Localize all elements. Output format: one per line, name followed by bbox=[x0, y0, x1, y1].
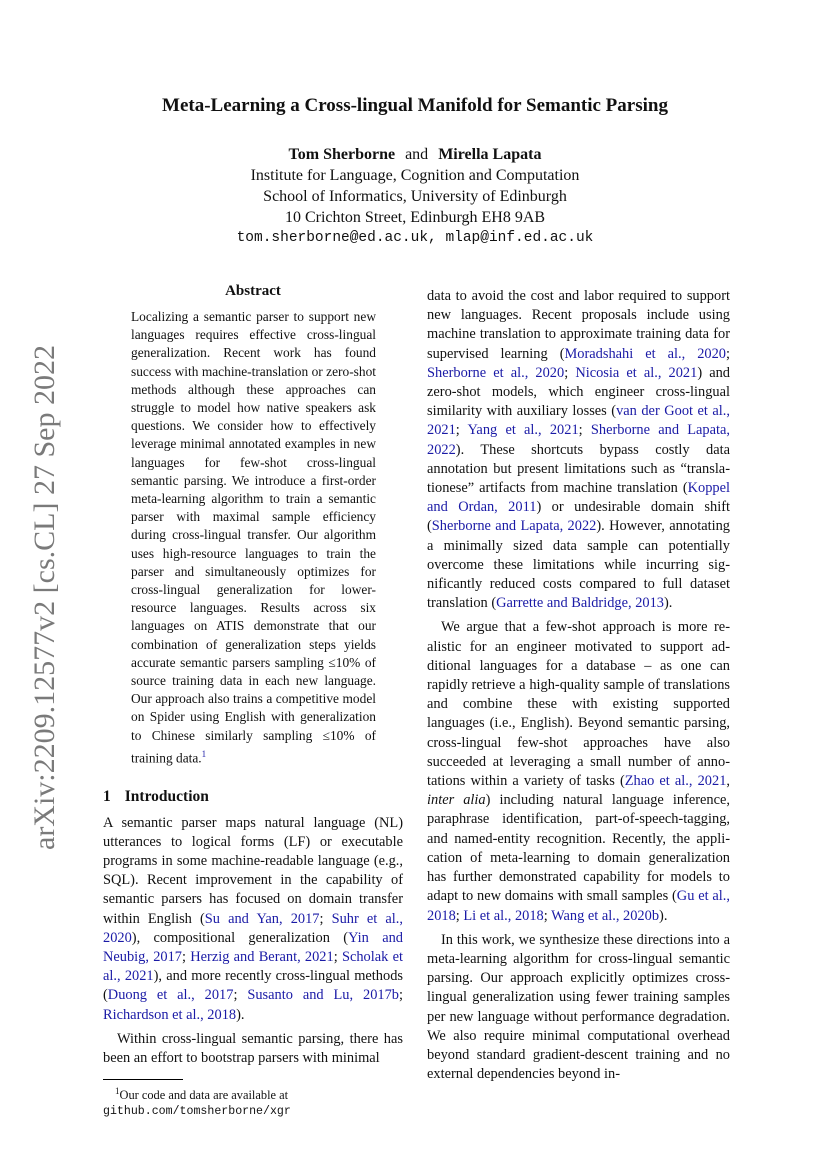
affiliation-school: School of Informatics, University of Edinburgh bbox=[263, 188, 567, 205]
italic-phrase: inter alia bbox=[427, 792, 486, 809]
affiliation-address: 10 Crichton Street, Edinburgh EH8 9AB bbox=[284, 209, 546, 226]
citation-link[interactable]: Duong et al., 2017 bbox=[107, 987, 234, 1004]
citation-link[interactable]: Sherborne and Lapata, 2022 bbox=[431, 518, 597, 535]
text-run: ), and more recently cross-lingual methods ( bbox=[103, 968, 403, 1004]
text-run: We argue that a few-shot approach is more realistic for an engineer motivated to support additional languages for a database – as one can rapidly retrieve a high-quality sample of translations and combine these with existing supported languages (i.e., English). Beyond semantic parsing, cross-lingual few-shot approaches have also succeeded at leveraging a small number of annotations within a variety of tasks ( bbox=[427, 619, 730, 790]
intro-paragraph-2: Within cross-lingual semantic parsing, there has been an effort to bootstrap parsers with minimal bbox=[103, 1030, 403, 1066]
text-run: ; bbox=[333, 948, 342, 965]
right-column bbox=[427, 287, 730, 1084]
author-1: Tom Sherborne bbox=[288, 146, 396, 163]
text-run: ). bbox=[236, 1006, 245, 1023]
left-column bbox=[103, 283, 403, 1119]
citation-link[interactable]: Li et al., 2018 bbox=[463, 907, 544, 924]
author-conjunction: and bbox=[405, 146, 429, 163]
citation-link[interactable]: Yin and Neubig, 2017 bbox=[103, 929, 404, 965]
right-paragraph-1 bbox=[427, 287, 730, 613]
arxiv-identifier-stamp bbox=[12, 345, 72, 855]
affiliation-institute: Institute for Language, Cognition and Computation bbox=[250, 167, 580, 184]
section-heading-introduction bbox=[103, 788, 403, 806]
citation-link[interactable]: Gu et al., 2018 bbox=[427, 888, 731, 924]
text-run: ) or undesirable domain shift ( bbox=[427, 499, 730, 535]
citation-link[interactable]: Zhao et al., 2021 bbox=[624, 773, 727, 790]
author-2: Mirella Lapata bbox=[438, 146, 542, 163]
citation-link[interactable]: Herzig and Berant, 2021 bbox=[190, 948, 334, 965]
text-run: ; bbox=[455, 422, 468, 439]
footnote-number: 1 bbox=[115, 1086, 120, 1097]
citation-link[interactable]: Sherborne et al., 2020 bbox=[427, 364, 565, 381]
citation-link[interactable]: van der Goot et al., 2021 bbox=[427, 403, 730, 439]
text-run: ; bbox=[564, 364, 576, 381]
text-run: ; bbox=[543, 907, 552, 924]
abstract-body: Localizing a semantic parser to support new languages requires effective cross-lingual generalization. Recent work has found success with machine-translation or zero-shot methods although these approaches can struggle to model how native speakers ask questions. We consider how to effectively leverage minimal annotated examples in new languages for few-shot cross-lingual semantic parsing. We introduce a first-order meta-learning algorithm to train a semantic parser with maximal sample efficiency during cross-lingual transfer. Our algorithm uses high-resource languages to train the parser and simultaneously optimizes for cross-lingual generalization for lower-resource languages. Results across six languages on ATIS demonstrate that our combination of generalization steps yields accurate semantic parsers sampling ≤10% of source training data in each new language. Our approach also trains a competitive model on Spider using English with generalization to Chinese similarly sampling ≤10% of training data. bbox=[131, 309, 376, 766]
text-run: ; bbox=[398, 987, 403, 1004]
section-number: 1 bbox=[103, 787, 111, 805]
text-run: A semantic parser maps natural language (NL) utterances to logical forms (LF) or executable programs in some machine-readable language (e.g., SQL). Recent improvement in the capability of semantic parsers has focused on domain transfer within English ( bbox=[103, 814, 403, 927]
text-run: ) and zero-shot models, which engineer cross-lingual similarity with auxiliary losses ( bbox=[427, 364, 730, 420]
text-run: ; bbox=[726, 345, 730, 362]
text-run: ; bbox=[182, 948, 191, 965]
citation-link[interactable]: Wang et al., 2020b bbox=[551, 907, 660, 924]
arxiv-id-text: arXiv:2209.12577v2 [cs.CL] 27 Sep 2022 bbox=[28, 345, 61, 850]
text-run: data to avoid the cost and labor required to support new languages. Recent proposals include using machine translation to approximate training data for supervised learning ( bbox=[427, 288, 730, 362]
citation-link[interactable]: Scholak et al., 2021 bbox=[103, 948, 403, 985]
intro-paragraph-1 bbox=[103, 814, 403, 1025]
citation-link[interactable]: Su and Yan, 2017 bbox=[204, 910, 320, 927]
text-run: ; bbox=[455, 907, 464, 924]
right-paragraph-3: In this work, we synthesize these directions into a meta-learning algorithm for cross-lingual semantic parsing. Our approach explicitly optimizes cross-lingual generalization using fewer training samples per new language without performance degradation. We also require minimal computational overhead beyond standard gradient-descent training and no external dependencies beyond in- bbox=[427, 931, 730, 1083]
citation-link[interactable]: Suhr et al., 2020 bbox=[103, 910, 403, 946]
footnote-text: Our code and data are available at bbox=[119, 1088, 289, 1103]
text-run: ). bbox=[659, 907, 668, 924]
citation-link[interactable]: Koppel and Ordan, 2011 bbox=[427, 480, 730, 516]
citation-link[interactable]: Sherborne and Lapata, 2022 bbox=[427, 422, 730, 458]
author-names bbox=[100, 144, 730, 165]
citation-link[interactable]: Susanto and Lu, 2017b bbox=[247, 987, 399, 1004]
text-run: ), compositional generalization ( bbox=[131, 929, 349, 946]
text-run: ). These shortcuts bypass costly data annotation but present limitations such as “translationese” artifacts from machine translation ( bbox=[427, 441, 730, 497]
text-run: ; bbox=[233, 987, 248, 1004]
paper-title: Meta-Learning a Cross-lingual Manifold for Semantic Parsing bbox=[162, 95, 668, 116]
footnote-url[interactable]: github.com/tomsherborne/xgr bbox=[103, 1105, 291, 1119]
footnote-divider bbox=[103, 1079, 183, 1080]
citation-link[interactable]: Garrette and Baldridge, 2013 bbox=[496, 595, 664, 612]
author-emails: tom.sherborne@ed.ac.uk, mlap@inf.ed.ac.uk bbox=[236, 230, 594, 246]
text-run: ) including natural language inference, paraphrase identification, part-of-speech-tagging, and named-entity recognition. Recently, the application of meta-learning to domain generalization has further demonstrated capability for models to adapt to new domains with small samples ( bbox=[427, 792, 730, 905]
text-run: ). However, annotating a minimally sized data sample can potentially overcome these limitations while incurring significantly reduced costs compared to full dataset translation ( bbox=[427, 518, 730, 612]
citation-link[interactable]: Yang et al., 2021 bbox=[467, 422, 579, 439]
citation-link[interactable]: Nicosia et al., 2021 bbox=[575, 364, 698, 381]
author-block bbox=[100, 144, 730, 249]
citation-link[interactable]: Richardson et al., 2018 bbox=[103, 1006, 237, 1023]
text-run: ; bbox=[319, 910, 332, 927]
abstract-text bbox=[131, 308, 376, 768]
section-title: Introduction bbox=[124, 787, 209, 805]
right-paragraph-2 bbox=[427, 618, 730, 925]
footnote bbox=[103, 1084, 403, 1119]
citation-link[interactable]: Moradshahi et al., 2020 bbox=[564, 345, 726, 362]
text-run: , bbox=[726, 773, 730, 790]
text-run: ; bbox=[578, 422, 591, 439]
footnote-mark[interactable]: 1 bbox=[201, 748, 207, 759]
abstract-heading: Abstract bbox=[225, 283, 281, 299]
text-run: ). bbox=[663, 595, 673, 612]
